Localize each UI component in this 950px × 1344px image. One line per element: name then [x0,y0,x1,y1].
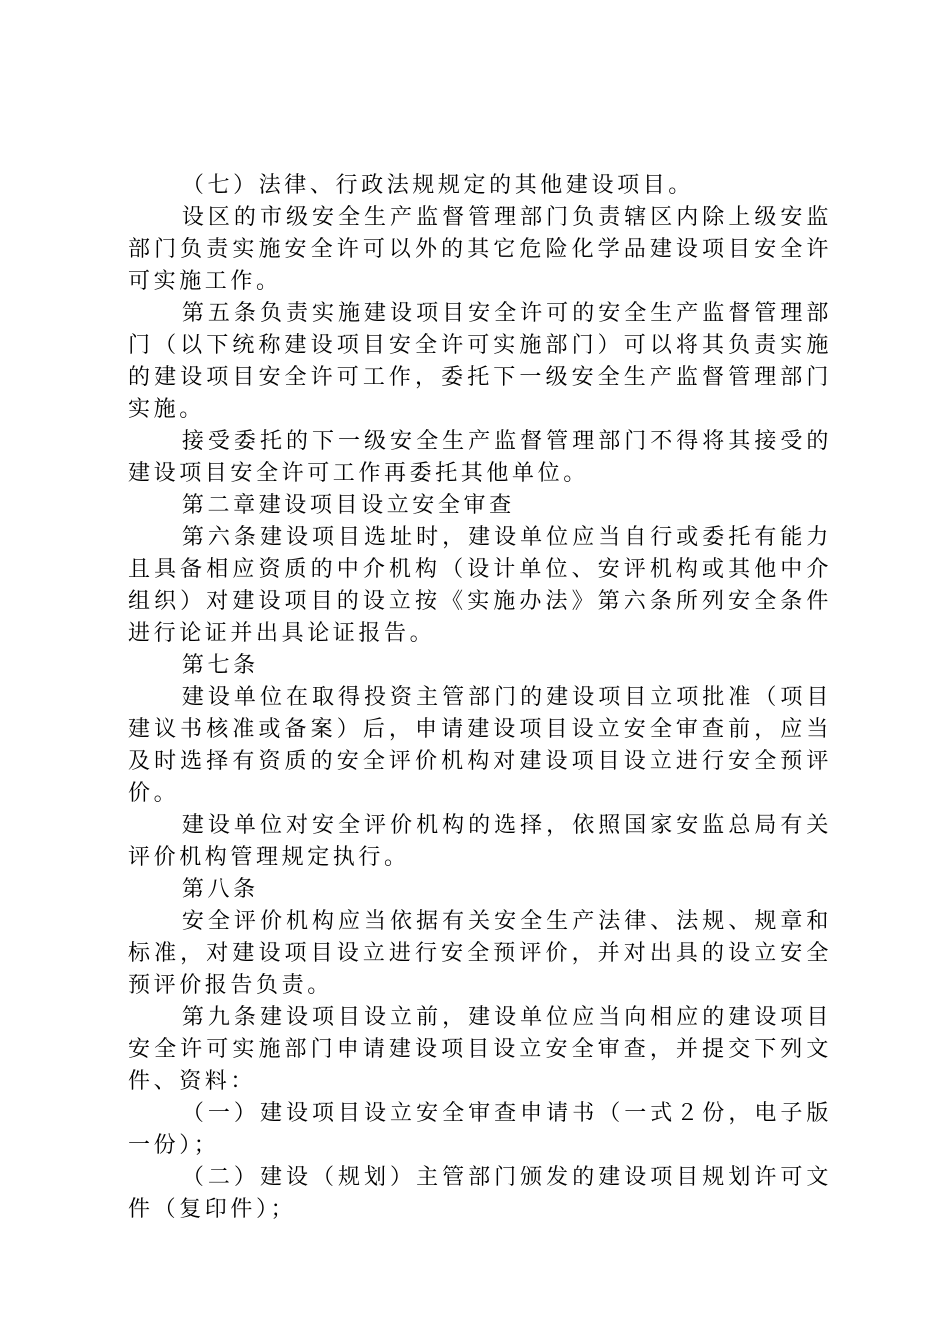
article-6: 第六条建设项目选址时，建设单位应当自行或委托有能力且具备相应资质的中介机构（设计单位、安评机构或其他中介组织）对建设项目的设立按《实施办法》第六条所列安全条件进行论证并出具论证报告。 [128,525,832,646]
paragraph-agency-selection: 建设单位对安全评价机构的选择，依照国家安监总局有关评价机构管理规定执行。 [128,813,832,870]
article-8-heading: 第八条 [181,877,259,902]
list-item-1: （一）建设项目设立安全审查申请书（一式２份，电子版一份）； [128,1101,832,1158]
article-8-body: 安全评价机构应当依据有关安全生产法律、法规、规章和标准，对建设项目设立进行安全预评价，并对出具的设立安全预评价报告负责。 [128,909,832,998]
article-7-heading: 第七条 [181,653,259,678]
article-9: 第九条建设项目设立前，建设单位应当向相应的建设项目安全许可实施部门申请建设项目设立安全审查，并提交下列文件、资料： [128,1005,832,1094]
paragraph-delegation: 接受委托的下一级安全生产监督管理部门不得将其接受的建设项目安全许可工作再委托其他单位。 [128,429,832,486]
chapter-2-heading: 第二章建设项目设立安全审查 [181,493,515,518]
article-5: 第五条负责实施建设项目安全许可的安全生产监督管理部门（以下统称建设项目安全许可实施部门）可以将其负责实施的建设项目安全许可工作，委托下一级安全生产监督管理部门实施。 [128,301,832,422]
paragraph-jurisdiction: 设区的市级安全生产监督管理部门负责辖区内除上级安监部门负责实施安全许可以外的其它危险化学品建设项目安全许可实施工作。 [128,205,832,294]
paragraph-item-7: （七）法律、行政法规规定的其他建设项目。 [181,173,694,198]
list-item-2: （二）建设（规划）主管部门颁发的建设项目规划许可文件（复印件）； [128,1165,832,1222]
document-body [128,170,832,1226]
article-7-body: 建设单位在取得投资主管部门的建设项目立项批准（项目建议书核准或备案）后，申请建设项目设立安全审查前，应当及时选择有资质的安全评价机构对建设项目设立进行安全预评价。 [128,685,832,806]
